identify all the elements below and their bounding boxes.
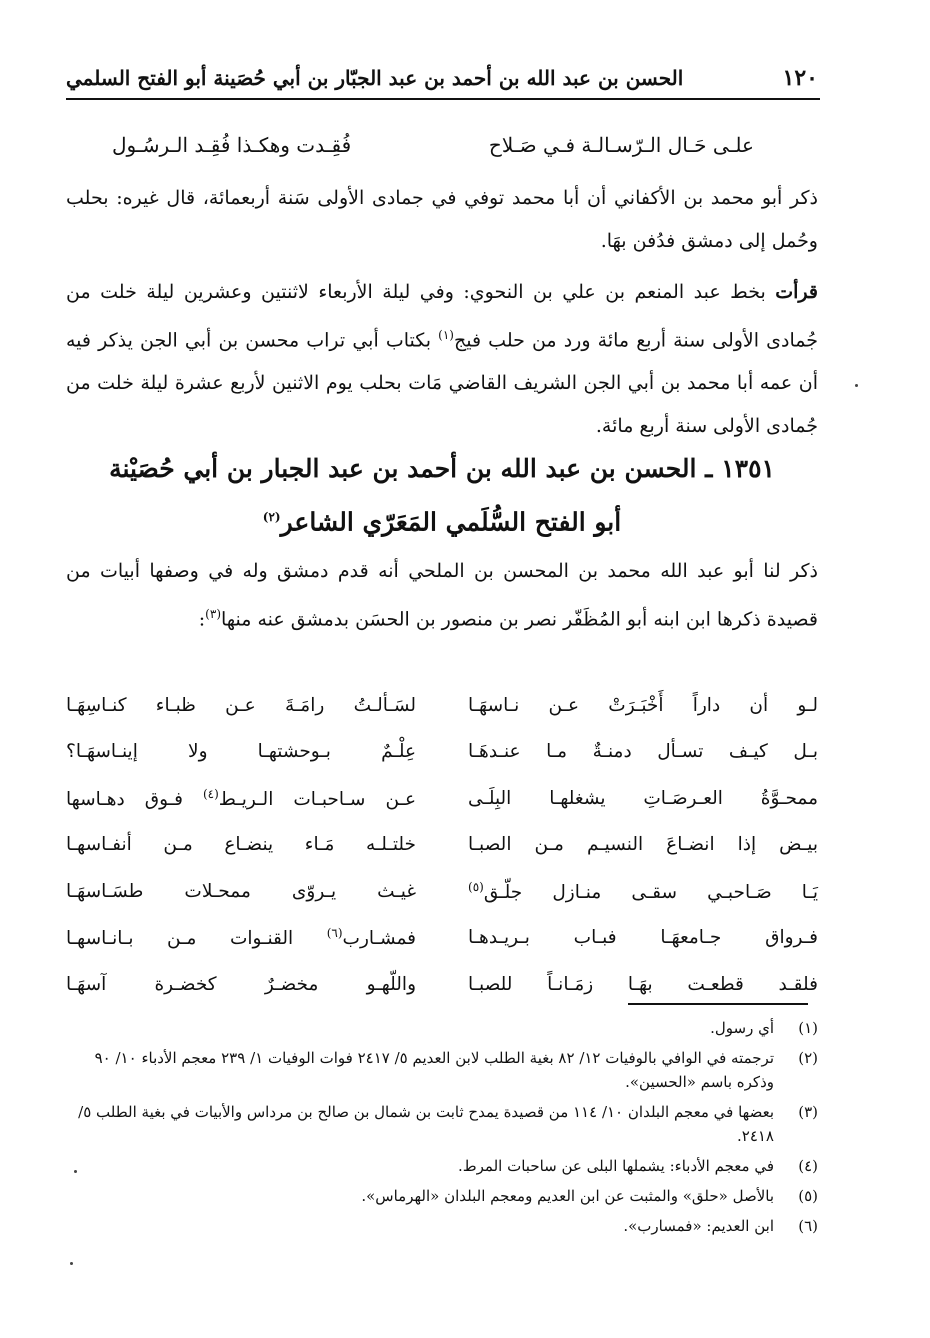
- scan-speck: [74, 1170, 77, 1173]
- verse-first-hemistich: فلقـد قطعـت بهَـا زمَـانـاً للصبـا: [468, 973, 818, 995]
- header-rule: [66, 98, 820, 100]
- verse-first-hemistich: ممحـوَّةُ العـرصَـاتِ يشغلهـا البِلَـى: [468, 787, 818, 809]
- verse-second-hemistich: خلتـلـه مَـاء ينضـاع مـن أنفـاسهـا: [66, 834, 416, 856]
- footnote-ref-2[interactable]: (٢): [262, 510, 281, 524]
- entry-subtitle-text: أبو الفتح السُّلَمي المَعَرّي الشاعر: [280, 507, 622, 537]
- entry-title: ١٣٥١ ـ الحسن بن عبد الله بن أحمد بن عبد الجبار بن أبي حُصَيْنة: [109, 454, 775, 483]
- poem-verse: [66, 822, 818, 869]
- verse-first-hemistich: فـرواق جـامعهَـا فبـاب بـريـدهـا: [468, 927, 818, 949]
- verse-second-hemistich: [66, 787, 416, 810]
- footnote: [60, 1214, 818, 1238]
- footnote-ref-4[interactable]: (٤): [202, 786, 219, 801]
- paragraph-death-note: ذكر أبو محمد بن الأكفاني أن أبا محمد توفي في جمادى الأولى سَنة أربعمائة، قال غيره: بحلب وحُمل إلى دمشق فدُفن بهَا.: [66, 187, 818, 252]
- footnote-number: (٣): [798, 1103, 818, 1121]
- poem-verse: [66, 915, 818, 962]
- verse-text: فـوق دهـاسها: [66, 788, 203, 810]
- footnote-text: في معجم الأدباء: يشملها البلى عن ساحبات المرط.: [458, 1157, 774, 1175]
- footnote-ref-5[interactable]: (٥): [468, 879, 484, 894]
- verse-first-hemistich: [468, 880, 818, 903]
- footnote-ref-3[interactable]: (٣): [205, 607, 221, 621]
- paragraph-lead-word: قرأت: [775, 281, 818, 303]
- footnote-text: بعضها في معجم البلدان ١٠/ ١١٤ من قصيدة يمدح ثابت بن شمال بن صالح بن مرداس والأبيات في بغية الطلب ٥/ ٢٤١٨.: [78, 1103, 774, 1145]
- footnote: [60, 1046, 818, 1094]
- verse-first-hemistich: بيـض إذا انضـاعَ النسيـم مـن الصبـا: [468, 834, 818, 856]
- verse-second-hemistich: [66, 926, 416, 949]
- poem: [66, 682, 818, 1008]
- top-verse: [112, 125, 754, 165]
- footnote: [60, 1154, 818, 1178]
- intro-end: :: [198, 608, 206, 631]
- entry-subtitle: [66, 494, 818, 545]
- footnote-ref-6[interactable]: (٦): [326, 926, 343, 941]
- verse-text: القنـوات مـن بـانـاسهـا: [66, 928, 327, 950]
- verse-second-hemistich: عِلْـمٌ بـوحشتهـا ولا إينـاسهَـا؟: [66, 741, 416, 763]
- page-number: ١٢٠: [782, 65, 818, 91]
- verse-second-hemistich: واللّهـو مخضـرٌ كخضـرة آسهَـا: [66, 973, 416, 995]
- verse-first-hemistich: بـل كيـف تسـأل دمنـةٌ مـا عنـدهَـا: [468, 741, 818, 763]
- footnote-text: أي رسول.: [710, 1019, 774, 1037]
- verse-second-hemistich: غيـث يـروّى ممحـلات طسَـاسهَـا: [66, 880, 416, 902]
- footnote: [60, 1100, 818, 1148]
- footnote-ref-1[interactable]: (١): [438, 328, 454, 342]
- poem-verse: [66, 682, 818, 729]
- paragraph-reading: [66, 271, 818, 448]
- poem-verse: [66, 961, 818, 1008]
- footnote-text: بالأصل «حلق» والمثبت عن ابن العديم ومعجم البلدان «الهرماس».: [361, 1187, 774, 1205]
- footnote-separator: [628, 1003, 808, 1005]
- footnote-number: (٢): [798, 1049, 818, 1067]
- paragraph-text-b: بكتاب أبي تراب محسن بن أبي الجن يذكر فيه أن عمه أبا محمد بن أبي الجن الشريف القاضي مَات بحلب يوم الاثنين لأربع عشرة ليلة خلت من جُمادى الأولى سنة أربع مائة.: [66, 329, 818, 438]
- footnote-number: (٥): [798, 1187, 818, 1205]
- top-verse-second-hemistich: فُقِـدت وهكـذا فُقِـد الـرسُـول: [112, 133, 352, 157]
- paragraph-text-a: بخط عبد المنعم بن علي بن النحوي: وفي ليلة الأربعاء لاثنتين وعشرين ليلة خلت من جُمادى الأولى سنة أربع مائة ورد من حلب فيج: [66, 281, 818, 352]
- verse-second-hemistich: لسَـألـتُ رامَـةَ عـن ظبـاء كنـاسِهَـا: [66, 694, 416, 716]
- footnote-number: (٤): [798, 1157, 818, 1175]
- footnote-number: (٦): [798, 1217, 818, 1235]
- scan-speck: [70, 1262, 73, 1265]
- scan-speck: [855, 384, 858, 387]
- paragraph-intro: [66, 550, 818, 641]
- footnote-number: (١): [798, 1019, 818, 1037]
- verse-text: يَـا صَـاحبـي سقـى منـازل جلّـق: [483, 881, 818, 903]
- footnote-text: ابن العديم: «فمسارب».: [623, 1217, 774, 1235]
- poem-verse: [66, 775, 818, 822]
- intro-text: ذكر لنا أبو عبد الله محمد بن المحسن بن الملحي أنه قدم دمشق وله في وصفها أبيات من قصيدة ذكرها ابن ابنه أبو المُظَفّر نصر بن منصور بن الحسَن بدمشق عنه منها: [66, 560, 818, 631]
- footnotes: [60, 1016, 818, 1244]
- running-title: الحسن بن عبد الله بن أحمد بن عبد الجبّار بن أبي حُصَينة أبو الفتح السلمي: [66, 66, 684, 90]
- verse-text: فمشـارب: [342, 928, 416, 950]
- poem-verse: [66, 868, 818, 915]
- poem-verse: [66, 729, 818, 776]
- running-header: [66, 58, 818, 98]
- top-verse-first-hemistich: علـى حَـال الـرّسـالـة فـي صَـلاح: [488, 133, 754, 157]
- verse-text: عـن سـاحبـات الـريـط: [218, 788, 416, 810]
- footnote-text: ترجمته في الوافي بالوفيات ١٢/ ٨٢ بغية الطلب لابن العديم ٥/ ٢٤١٧ فوات الوفيات ١/ ٢٣٩ معجم الأدباء ١٠/ ٩٠ وذكره باسم «الحسين».: [94, 1049, 774, 1091]
- footnote: [60, 1016, 818, 1040]
- verse-first-hemistich: لـو أن داراً أَخْبَـرَتْ عـن نـاسهَـا: [468, 694, 818, 716]
- footnote: [60, 1184, 818, 1208]
